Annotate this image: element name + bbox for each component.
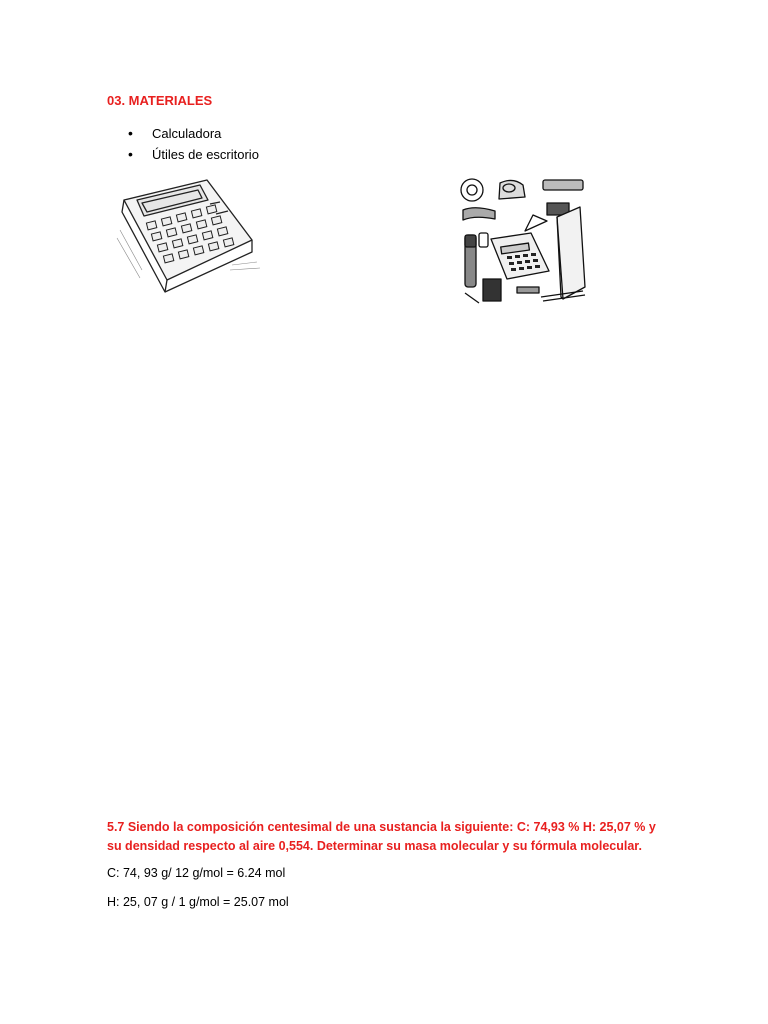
calculator-sketch [112, 170, 262, 300]
problem-statement: 5.7 Siendo la composición centesimal de una sustancia la siguiente: C: 74,93 % H: 25,07 % y su densidad respecto al aire 0,554. Determinar su masa molecular y su fórmula molecular. [107, 820, 656, 853]
list-item: • Útiles de escritorio [128, 144, 259, 165]
calculation-hydrogen: H: 25, 07 g / 1 g/mol = 25.07 mol [107, 895, 289, 909]
calculation-carbon: C: 74, 93 g/ 12 g/mol = 6.24 mol [107, 866, 286, 880]
materials-list [128, 123, 259, 165]
list-item: • Calculadora [128, 123, 259, 144]
section-title: 03. MATERIALES [107, 93, 213, 108]
office-supplies-sketch [455, 175, 590, 310]
